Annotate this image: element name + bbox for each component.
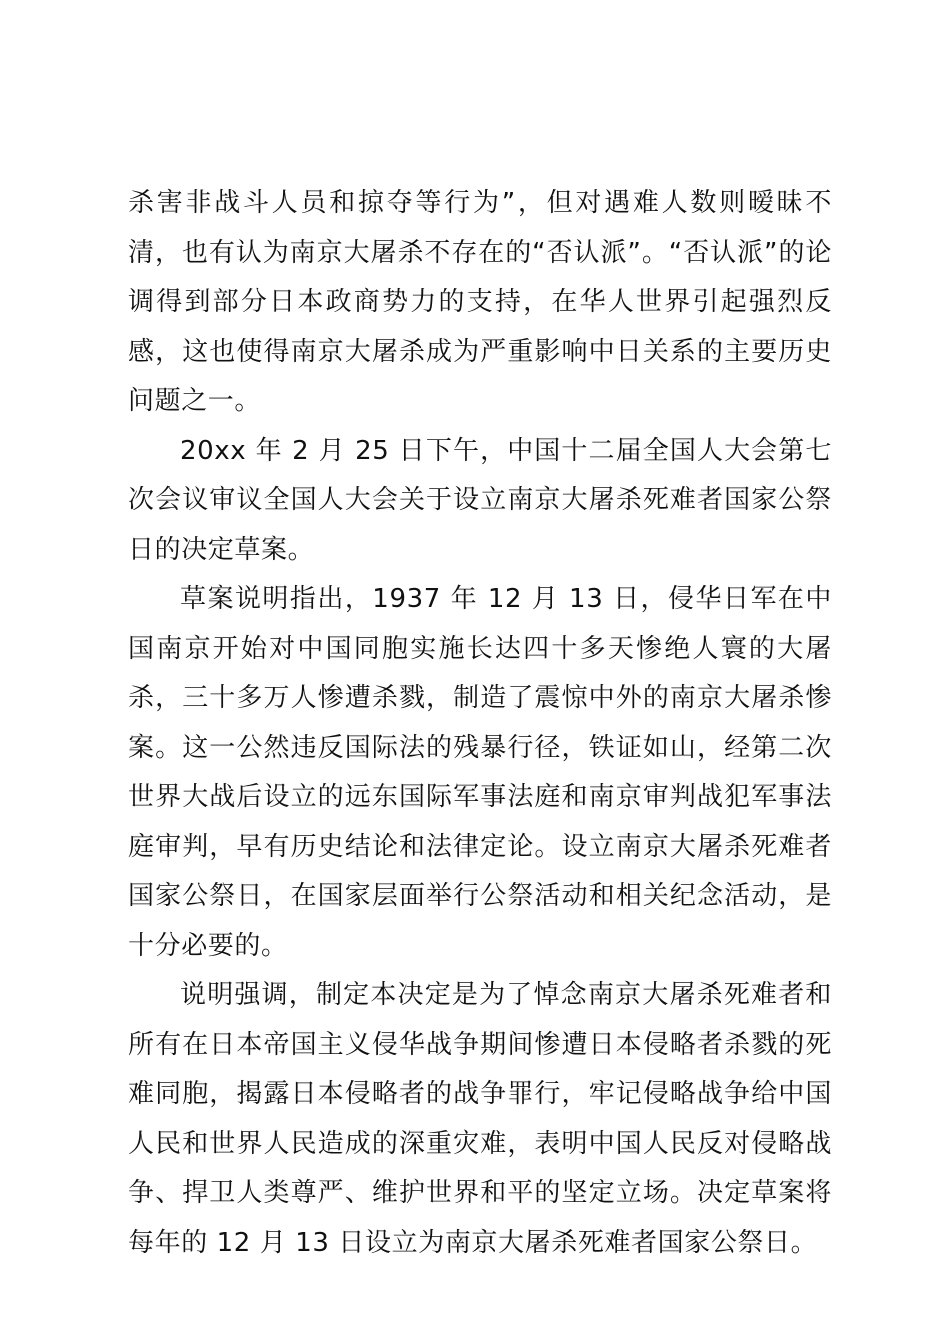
document-body [128, 179, 832, 1268]
paragraph-session-date: 20xx 年 2 月 25 日下午，中国十二届全国人大会第七次会议审议全国人大会关于设立南京大屠杀死难者国家公祭日的决定草案。 [128, 435, 832, 565]
paragraph-emphasis: 说明强调，制定本决定是为了悼念南京大屠杀死难者和所有在日本帝国主义侵华战争期间惨遭日本侵略者杀戮的死难同胞，揭露日本侵略者的战争罪行，牢记侵略战争给中国人民和世界人民造成的深重灾难，表明中国人民反对侵略战争、捍卫人类尊严、维护世界和平的坚定立场。决定草案将每年的 12 月 13 日设立为南京大屠杀死难者国家公祭日。 [128, 980, 832, 1258]
paragraph-continuation: 杀害非战斗人员和掠夺等行为”，但对遇难人数则暧昧不清，也有认为南京大屠杀不存在的“否认派”。“否认派”的论调得到部分日本政商势力的支持，在华人世界引起强烈反感，这也使得南京大屠杀成为严重影响中日关系的主要历史问题之一。 [128, 188, 832, 416]
paragraph-draft-explanation: 草案说明指出，1937 年 12 月 13 日，侵华日军在中国南京开始对中国同胞实施长达四十多天惨绝人寰的大屠杀，三十多万人惨遭杀戮，制造了震惊中外的南京大屠杀惨案。这一公然违反国际法的残暴行径，铁证如山，经第二次世界大战后设立的远东国际军事法庭和南京审判战犯军事法庭审判，早有历史结论和法律定论。设立南京大屠杀死难者国家公祭日，在国家层面举行公祭活动和相关纪念活动，是十分必要的。 [128, 584, 832, 961]
